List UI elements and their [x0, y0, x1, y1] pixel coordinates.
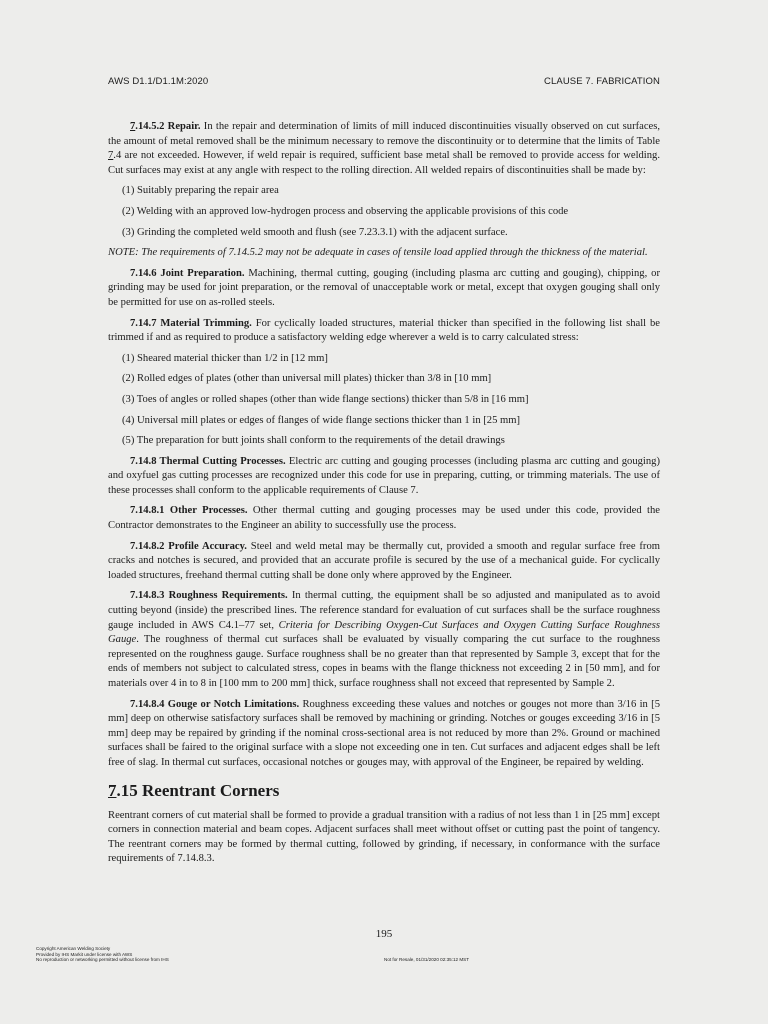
- document-body: [108, 120, 660, 873]
- header-standard-id: AWS D1.1/D1.1M:2020: [108, 76, 209, 87]
- section-7-15-text: Reentrant corners of cut material shall be formed to provide a gradual transition with a radius of not less than 1 in [25 mm] except corners in connection material and beam copes. Adjacent surfaces shall meet without offset or cutting past the point of tangency. The reentrant corners may be formed by thermal cutting, followed by grinding, if necessary, in conformance with the surface requirements of 7.14.8.3.: [108, 809, 660, 865]
- footer-resale-stamp: Not for Resale, 01/31/2020 02:35:12 MST: [384, 957, 470, 962]
- page-number: 195: [375, 928, 393, 940]
- section-7-14-8-3: 7.14.8.3 Roughness Requirements. In thermal cutting, the equipment shall be so adjusted and manipulated as to avoid cutting beyond (inside) the prescribed lines. The reference standard for evaluation of cut surfaces shall be the surface roughness gauge included in AWS C4.1–77 set, Criteria for Describing Oxygen-Cut Surfaces and Oxygen Cutting Surface Roughness Gauge. The roughness of thermal cut surfaces shall be evaluated by visually comparing the cut surface to the roughness represented on the roughness gauge. Surface roughness shall be no greater than that represented by Sample 3, except that for the ends of members not subject to calculated stress, copes in beams with the flange thickness not exceeding 2 in [50 mm], and for materials over 4 in to 8 in [100 mm to 200 mm] thick, surface roughness shall not exceed that represented by Sample 2.: [108, 590, 660, 689]
- section-7-14-8: 7.14.8 Thermal Cutting Processes. Electric arc cutting and gouging processes (including plasma arc cutting and gouging) and oxyfuel gas cutting processes are recognized under this code for use in preparing, cutting, or trimming materials. The use of these processes shall conform to the applicable requirements of Clause 7.: [108, 455, 660, 496]
- note-paragraph: NOTE: The requirements of 7.14.5.2 may not be adequate in cases of tensile load applied through the thickness of the material.: [108, 247, 648, 259]
- section-7-14-8-2: 7.14.8.2 Profile Accuracy. Steel and weld metal may be thermally cut, provided a smooth and regular surface free from cracks and notches is secured, and provided that an accurate profile is secured by the use of a mechanical guide. For cyclically loaded structures, freehand thermal cutting shall be done only where approved by the Engineer.: [108, 540, 660, 581]
- list-item: (2) Welding with an approved low-hydrogen process and observing the applicable provisions of this code: [122, 205, 569, 217]
- list-item: (2) Rolled edges of plates (other than universal mill plates) thicker than 3/8 in [10 mm]: [122, 373, 492, 385]
- section-7-14-8-1: 7.14.8.1 Other Processes. Other thermal cutting and gouging processes may be used under this code, provided the Contractor demonstrates to the Engineer an ability to successfully use the process.: [108, 505, 660, 532]
- list-item: (1) Sheared material thicker than 1/2 in [12 mm]: [122, 352, 328, 364]
- section-7-14-5-2: 7.14.5.2 Repair. In the repair and determination of limits of mill induced discontinuities visually observed on cut surfaces, the amount of metal removed shall be the minimum necessary to remove the discontinuity or to determine that the limits of Table 7.4 are not exceeded. However, if weld repair is required, sufficient base metal shall be removed to provide access for welding. Cut surfaces may exist at any angle with respect to the rolling direction. All welded repairs of discontinuities shall be made by:: [108, 121, 660, 176]
- section-7-14-8-4: 7.14.8.4 Gouge or Notch Limitations. Roughness exceeding these values and notches or gouges not more than 3/16 in [5 mm] deep on otherwise satisfactory surfaces shall be removed by machining or grinding. Notches or gouges exceeding 3/16 in [5 mm] deep may be repaired by grinding if the nominal cross-sectional area is not reduced by more than 2%. Ground or machined surfaces shall be faired to the original surface with a slope not exceeding one in ten. Cut surfaces and adjacent edges shall be left free of slag. In thermal cut surfaces, occasional notches or gouges may, with approval of the Engineer, be repaired by welding.: [108, 698, 661, 768]
- section-7-14-7: 7.14.7 Material Trimming. For cyclically loaded structures, material thicker than specified in the following list shall be trimmed if and as required to produce a satisfactory welding edge wherever a weld is to carry calculated stress:: [108, 317, 660, 344]
- footer-copyright: Copyright American Welding Society Provided by IHS Markit under license with AWS No reproduction or networking permitted without license from IHS: [36, 946, 169, 963]
- header-clause-title: CLAUSE 7. FABRICATION: [544, 76, 660, 87]
- section-7-14-6: 7.14.6 Joint Preparation. Machining, thermal cutting, gouging (including plasma arc cutting and gouging), chipping, or grinding may be used for joint preparation, or the removal of unacceptable work or metal, except that oxygen gouging shall only be permitted for use on as-rolled steels.: [108, 267, 660, 308]
- list-item: (1) Suitably preparing the repair area: [122, 185, 279, 197]
- list-item: (5) The preparation for butt joints shall conform to the requirements of the detail drawings: [122, 435, 505, 447]
- list-item: (4) Universal mill plates or edges of flanges of wide flange sections thicker than 1 in [25 mm]: [122, 414, 521, 426]
- list-item: (3) Grinding the completed weld smooth and flush (see 7.23.3.1) with the adjacent surface.: [122, 226, 508, 238]
- list-item: (3) Toes of angles or rolled shapes (other than wide flange sections) thicker than 5/8 in [16 mm]: [122, 393, 529, 405]
- section-7-15-heading: 7.15 Reentrant Corners: [108, 780, 280, 800]
